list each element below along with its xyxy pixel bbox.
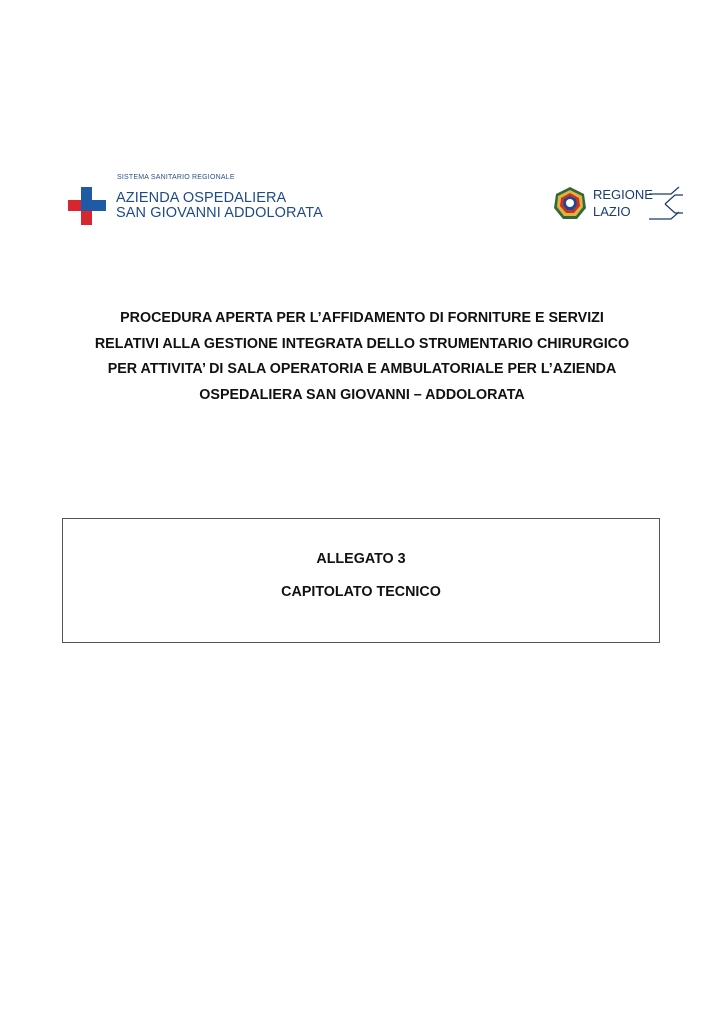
annex-box xyxy=(62,518,660,643)
medical-cross-icon xyxy=(68,187,106,225)
annex-subtitle: CAPITOLATO TECNICO xyxy=(281,584,441,600)
title-line-4: OSPEDALIERA SAN GIOVANNI – ADDOLORATA xyxy=(199,386,525,403)
region-name-line1: REGIONE xyxy=(593,187,653,202)
title-line-1: PROCEDURA APERTA PER L’AFFIDAMENTO DI FORNITURE E SERVIZI xyxy=(120,310,604,326)
region-name-line2: LAZIO xyxy=(593,204,631,219)
org-name-line2: SAN GIOVANNI ADDOLORATA xyxy=(116,205,323,221)
org-name-line1: AZIENDA OSPEDALIERA xyxy=(116,190,287,206)
regione-lazio-emblem-icon xyxy=(553,186,587,220)
title-line-3: PER ATTIVITA’ DI SALA OPERATORIA E AMBULATORIALE PER L’AZIENDA xyxy=(107,361,617,377)
regione-lazio-logo xyxy=(553,186,685,224)
region-arrows-icon xyxy=(649,186,685,222)
title-line-2: RELATIVI ALLA GESTIONE INTEGRATA DELLO STRUMENTARIO CHIRURGICO xyxy=(94,335,630,352)
document-title xyxy=(40,306,684,408)
hospital-logo xyxy=(66,172,366,228)
system-label: SISTEMA SANITARIO REGIONALE xyxy=(117,174,235,181)
annex-label: ALLEGATO 3 xyxy=(316,551,406,567)
